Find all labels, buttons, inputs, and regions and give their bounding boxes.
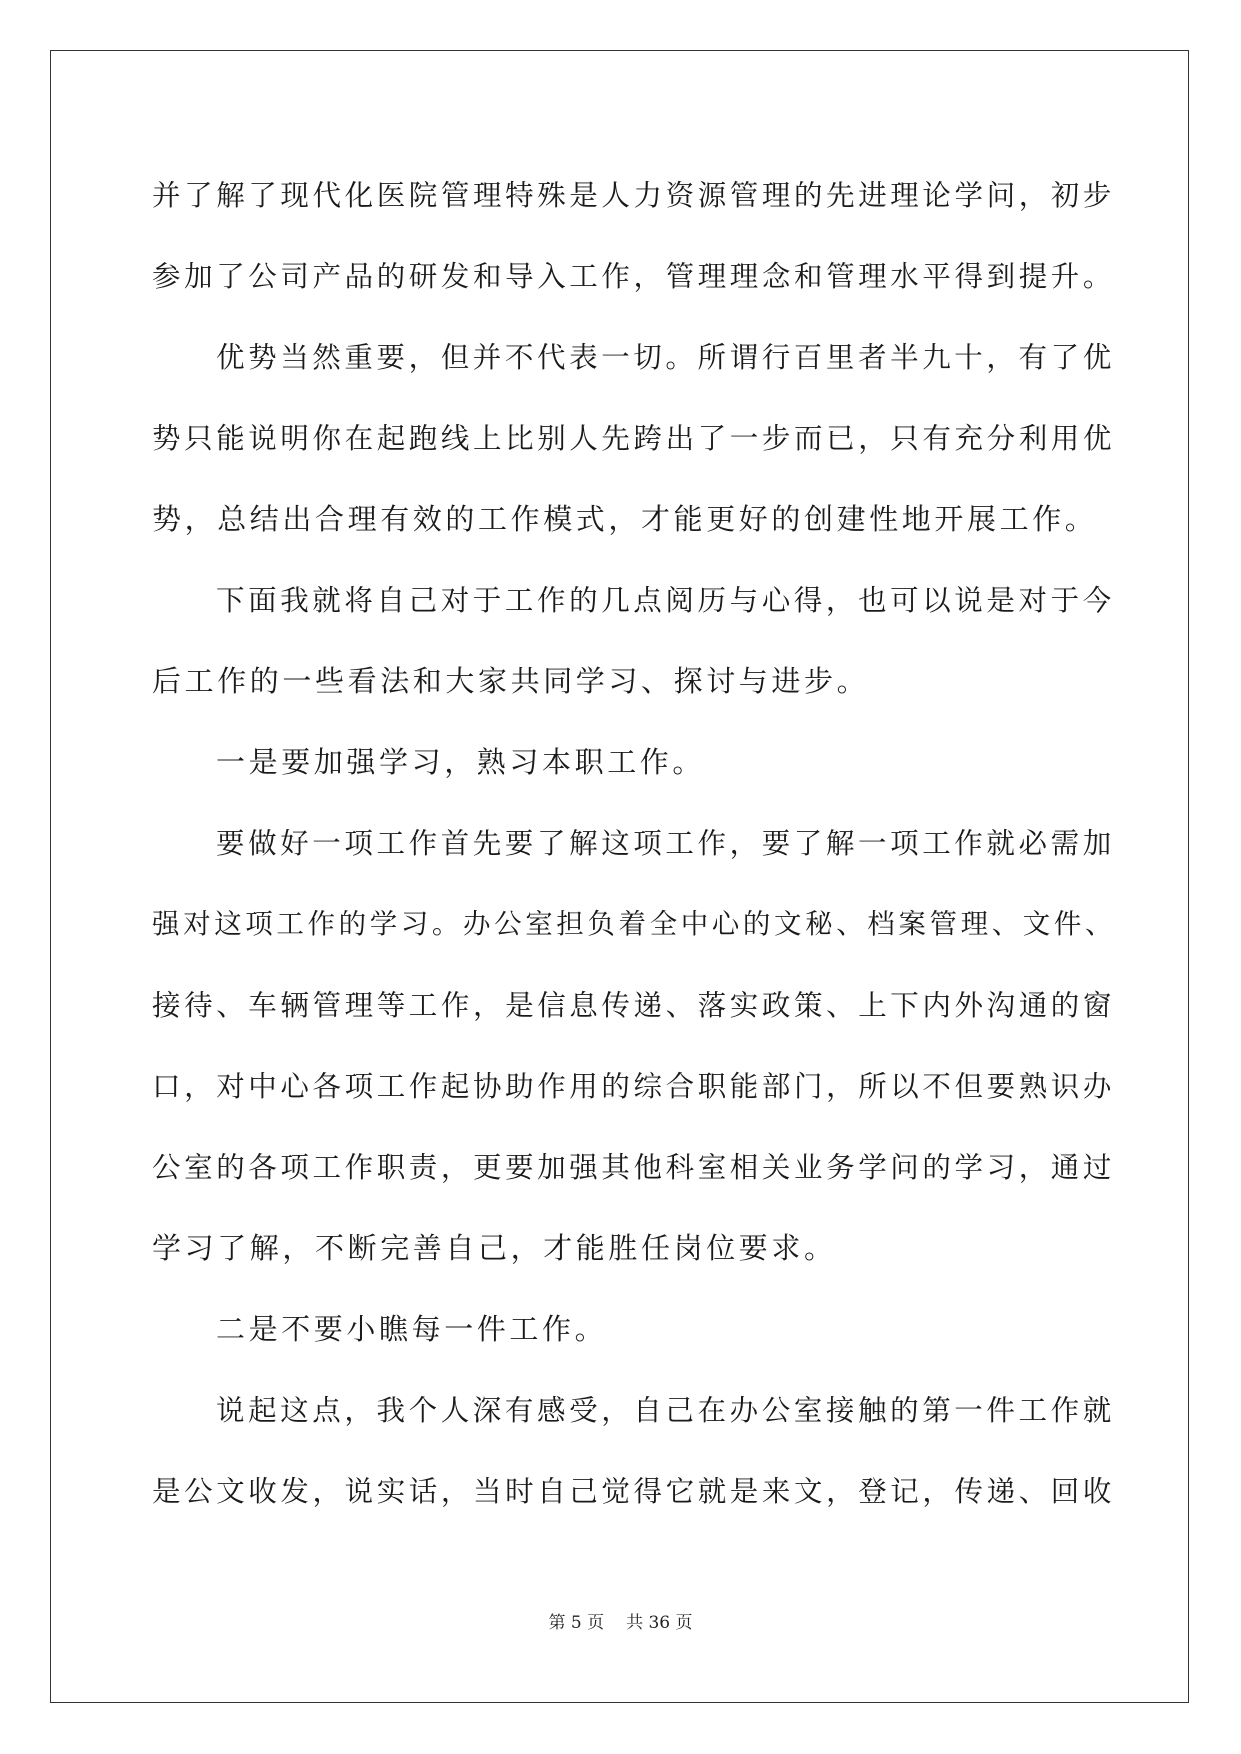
text-line: 学习了解，不断完善自己，才能胜任岗位要求。 [152, 1231, 837, 1265]
text-line: 二是不要小瞧每一件工作。 [216, 1312, 608, 1346]
text-line: 下面我就将自己对于工作的几点阅历与心得，也可以说是对于今 [216, 584, 1115, 617]
total-pages: 共 36 页 [626, 1613, 693, 1633]
text-line: 口，对中心各项工作起协助作用的综合职能部门，所以不但要熟识办 [152, 1070, 1116, 1103]
text-line: 要做好一项工作首先要了解这项工作，要了解一项工作就必需加 [216, 827, 1115, 860]
document-body [152, 155, 1127, 1532]
text-line: 强对这项工作的学习。办公室担负着全中心的文秘、档案管理、文件、 [152, 908, 1117, 940]
text-line: 是公文收发，说实话，当时自己觉得它就是来文，登记，传递、回收 [152, 1475, 1116, 1508]
text-line: 公室的各项工作职责，更要加强其他科室相关业务学问的学习，通过 [152, 1151, 1116, 1184]
text-line: 势，总结出合理有效的工作模式，才能更好的创建性地开展工作。 [152, 502, 1098, 536]
text-line: 一是要加强学习，熟习本职工作。 [216, 745, 706, 779]
text-line: 并了解了现代化医院管理特殊是人力资源管理的先进理论学问，初步 [152, 179, 1116, 212]
text-line: 势只能说明你在起跑线上比别人先跨出了一步而已，只有充分利用优 [152, 422, 1116, 455]
page-footer [0, 1608, 1241, 1633]
text-line: 优势当然重要，但并不代表一切。所谓行百里者半九十，有了优 [216, 341, 1115, 374]
text-line: 说起这点，我个人深有感受，自己在办公室接触的第一件工作就 [216, 1394, 1115, 1427]
text-line: 后工作的一些看法和大家共同学习、探讨与进步。 [152, 664, 870, 698]
page-number: 第 5 页 [548, 1613, 605, 1633]
text-line: 参加了公司产品的研发和导入工作，管理理念和管理水平得到提升。 [152, 260, 1116, 293]
text-line: 接待、车辆管理等工作，是信息传递、落实政策、上下内外沟通的窗 [152, 989, 1116, 1022]
